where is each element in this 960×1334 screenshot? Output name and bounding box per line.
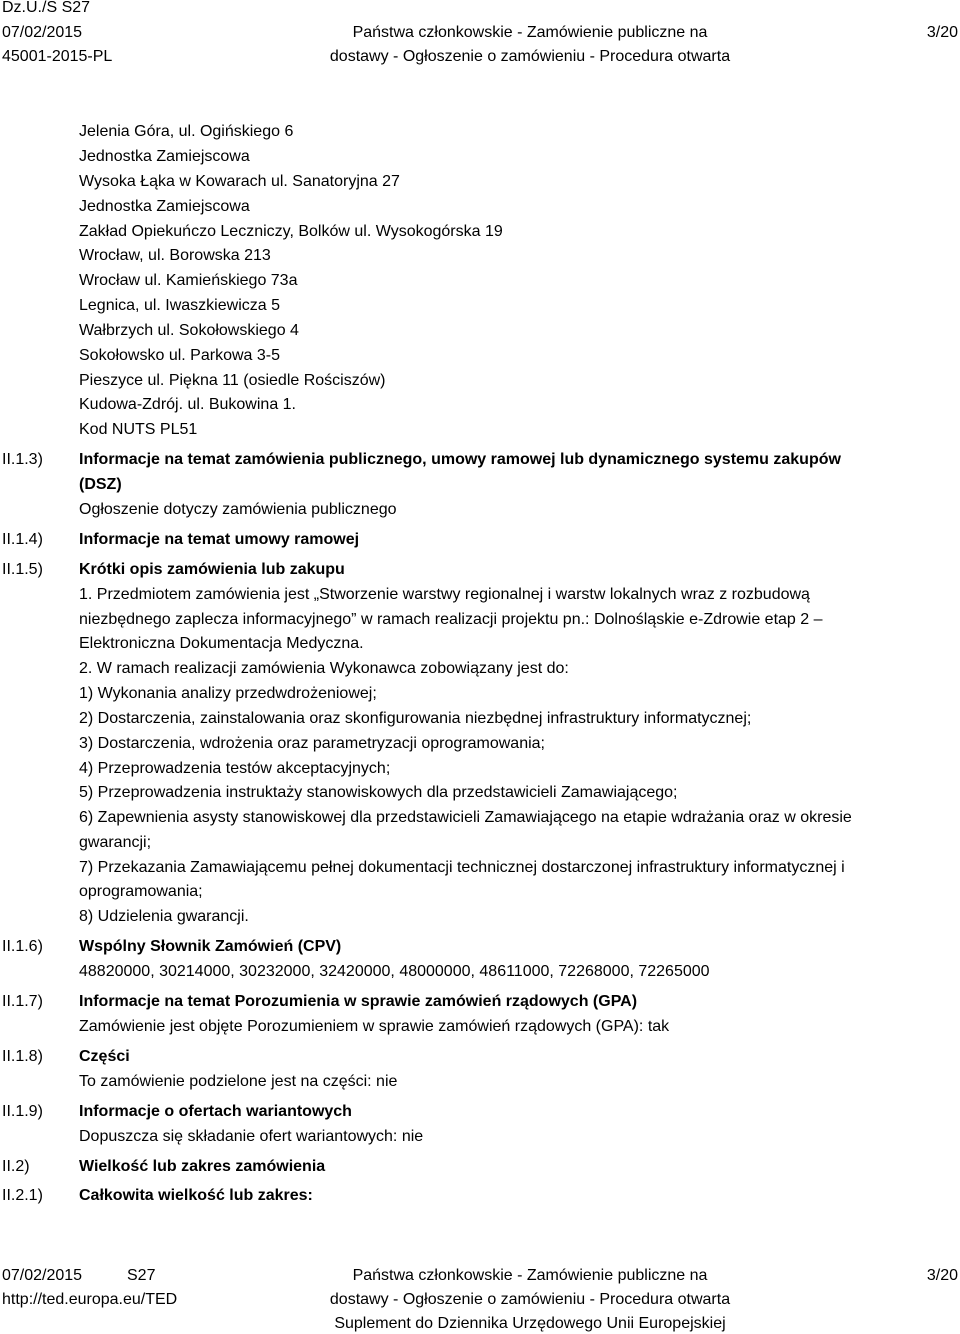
section-number: II.1.3) bbox=[2, 451, 43, 468]
section-number: II.1.7) bbox=[2, 993, 43, 1010]
footer-page-number: 3/20 bbox=[926, 1267, 958, 1284]
address-line: Wysoka Łąka w Kowarach ul. Sanatoryjna 27 bbox=[79, 173, 400, 190]
section-title-cont: (DSZ) bbox=[79, 476, 122, 493]
section-text: Ogłoszenie dotyczy zamówienia publicznego bbox=[79, 501, 397, 518]
section-number: II.1.9) bbox=[2, 1103, 43, 1120]
address-line: Jednostka Zamiejscowa bbox=[79, 148, 250, 165]
header-title-line1: Państwa członkowskie - Zamówienie publiczne na bbox=[352, 24, 708, 41]
address-line: Sokołowsko ul. Parkowa 3-5 bbox=[79, 347, 280, 364]
description-line: 2. W ramach realizacji zamówienia Wykonawca zobowiązany jest do: bbox=[79, 660, 569, 677]
footer-url[interactable]: http://ted.europa.eu/TED bbox=[2, 1291, 178, 1308]
footer-title-line2: dostawy - Ogłoszenie o zamówieniu - Procedura otwarta bbox=[329, 1291, 731, 1308]
nuts-code: Kod NUTS PL51 bbox=[79, 421, 198, 438]
section-text: To zamówienie podzielone jest na części: nie bbox=[79, 1073, 398, 1090]
footer-title-line3: Suplement do Dziennika Urzędowego Unii Europejskiej bbox=[334, 1315, 726, 1332]
section-number: II.2) bbox=[2, 1158, 30, 1175]
header-date: 07/02/2015 bbox=[2, 24, 83, 41]
description-line: 8) Udzielenia gwarancji. bbox=[79, 908, 249, 925]
description-line: 5) Przeprowadzenia instruktaży stanowiskowych dla przedstawicieli Zamawiającego; bbox=[79, 784, 678, 801]
section-title: Wspólny Słownik Zamówień (CPV) bbox=[79, 938, 342, 955]
address-line: Wałbrzych ul. Sokołowskiego 4 bbox=[79, 322, 299, 339]
address-line: Wrocław, ul. Borowska 213 bbox=[79, 247, 271, 264]
header-ref: 45001-2015-PL bbox=[2, 48, 113, 65]
description-line: oprogramowania; bbox=[79, 883, 203, 900]
address-line: Jelenia Góra, ul. Ogińskiego 6 bbox=[79, 123, 294, 140]
address-line: Pieszyce ul. Piękna 11 (osiedle Rościszów) bbox=[79, 372, 386, 389]
description-line: niezbędnego zaplecza informacyjnego” w ramach realizacji projektu pn.: Dolnośląskie e-Zdrowie etap 2 – bbox=[79, 611, 823, 628]
address-line: Kudowa-Zdrój. ul. Bukowina 1. bbox=[79, 396, 296, 413]
description-line: 2) Dostarczenia, zainstalowania oraz skonfigurowania niezbędnej infrastruktury informatycznej; bbox=[79, 710, 752, 727]
section-title: Informacje na temat zamówienia publicznego, umowy ramowej lub dynamicznego systemu zakupów bbox=[79, 451, 841, 468]
section-title: Krótki opis zamówienia lub zakupu bbox=[79, 561, 345, 578]
address-line: Jednostka Zamiejscowa bbox=[79, 198, 250, 215]
section-text: Zamówienie jest objęte Porozumieniem w sprawie zamówień rządowych (GPA): tak bbox=[79, 1018, 670, 1035]
section-number: II.1.8) bbox=[2, 1048, 43, 1065]
section-title: Informacje na temat Porozumienia w sprawie zamówień rządowych (GPA) bbox=[79, 993, 638, 1010]
address-line: Wrocław ul. Kamieńskiego 73a bbox=[79, 272, 298, 289]
section-title: Wielkość lub zakres zamówienia bbox=[79, 1158, 326, 1175]
description-line: 6) Zapewnienia asysty stanowiskowej dla przedstawicieli Zamawiającego na etapie wdrażania oraz w okresie bbox=[79, 809, 852, 826]
description-line: 4) Przeprowadzenia testów akceptacyjnych; bbox=[79, 760, 391, 777]
description-line: 1) Wykonania analizy przedwdrożeniowej; bbox=[79, 685, 377, 702]
footer-journal: S27 bbox=[127, 1267, 156, 1284]
section-number: II.1.5) bbox=[2, 561, 43, 578]
footer-date: 07/02/2015 bbox=[2, 1267, 83, 1284]
section-title: Informacje o ofertach wariantowych bbox=[79, 1103, 352, 1120]
address-line: Zakład Opiekuńczo Leczniczy, Bolków ul. Wysokogórska 19 bbox=[79, 223, 503, 240]
section-title: Całkowita wielkość lub zakres: bbox=[79, 1187, 313, 1204]
description-line: 7) Przekazania Zamawiającemu pełnej dokumentacji technicznej dostarczonej infrastruktury informatycznej i bbox=[79, 859, 845, 876]
header-title-line2: dostawy - Ogłoszenie o zamówieniu - Procedura otwarta bbox=[329, 48, 731, 65]
header-page-number: 3/20 bbox=[926, 24, 958, 41]
section-number: II.2.1) bbox=[2, 1187, 43, 1204]
description-line: gwarancji; bbox=[79, 834, 152, 851]
header-journal: Dz.U./S S27 bbox=[2, 0, 91, 16]
footer-title-line1: Państwa członkowskie - Zamówienie publiczne na bbox=[352, 1267, 708, 1284]
section-title: Części bbox=[79, 1048, 130, 1065]
section-number: II.1.6) bbox=[2, 938, 43, 955]
cpv-codes: 48820000, 30214000, 30232000, 32420000, 48000000, 48611000, 72268000, 72265000 bbox=[79, 963, 710, 980]
section-number: II.1.4) bbox=[2, 531, 43, 548]
section-title: Informacje na temat umowy ramowej bbox=[79, 531, 360, 548]
address-line: Legnica, ul. Iwaszkiewicza 5 bbox=[79, 297, 280, 314]
description-line: 1. Przedmiotem zamówienia jest „Stworzenie warstwy regionalnej i warstw lokalnych wraz z rozbudową bbox=[79, 586, 810, 603]
description-line: Elektroniczna Dokumentacja Medyczna. bbox=[79, 635, 364, 652]
section-text: Dopuszcza się składanie ofert wariantowych: nie bbox=[79, 1128, 424, 1145]
description-line: 3) Dostarczenia, wdrożenia oraz parametryzacji oprogramowania; bbox=[79, 735, 545, 752]
